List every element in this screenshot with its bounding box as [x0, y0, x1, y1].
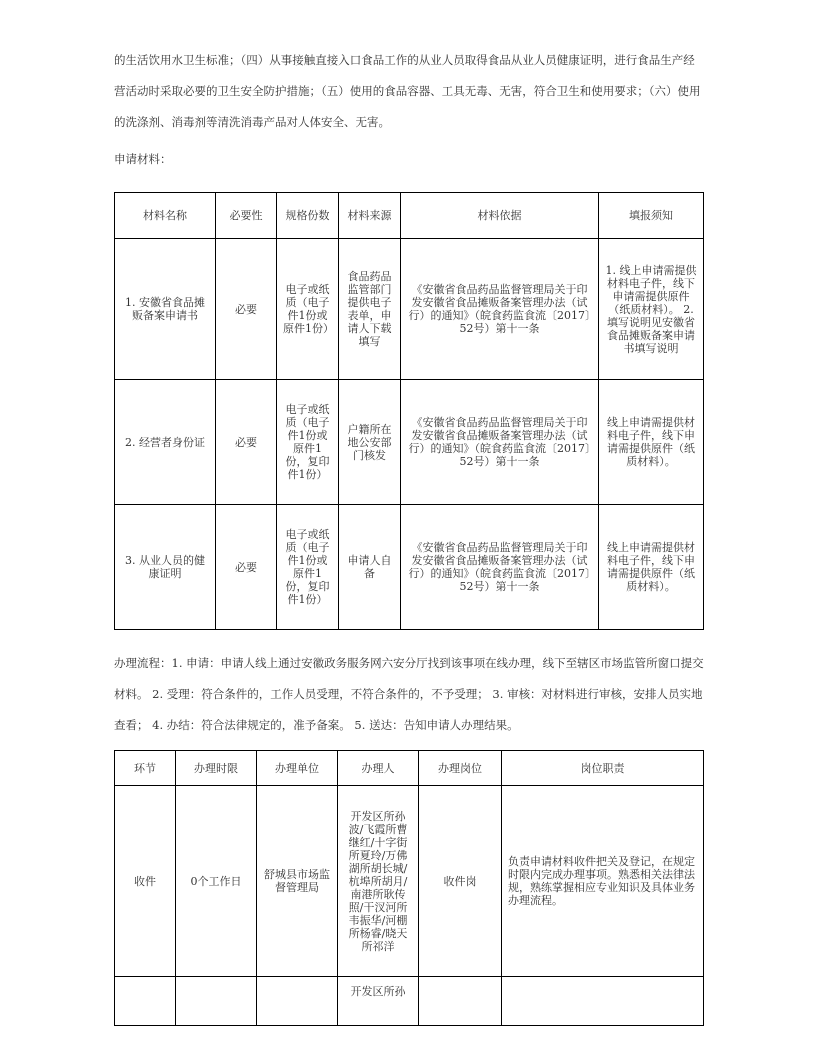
process-stage [115, 977, 176, 1026]
material-necessity: 必要 [216, 380, 277, 505]
table-row [115, 977, 704, 1026]
materials-table [114, 192, 704, 630]
material-necessity: 必要 [216, 505, 277, 630]
process-duty [502, 977, 704, 1026]
process-post: 收件岗 [419, 786, 502, 977]
process-duty: 负责申请材料收件把关及登记，在规定时限内完成办理事项。熟悉相关法律法规，熟练掌握相应专业知识及具体业务办理流程。 [502, 786, 704, 977]
process-stage: 收件 [115, 786, 176, 977]
material-basis: 《安徽省食品药品监督管理局关于印发安徽省食品摊贩备案管理办法（试行）的通知》（皖食药监食流〔2017〕52号）第十一条 [401, 505, 599, 630]
material-name: 2. 经营者身份证 [115, 380, 216, 505]
table-row [115, 786, 704, 977]
header-handler: 办理人 [338, 751, 419, 786]
process-post [419, 977, 502, 1026]
table-row [115, 239, 704, 380]
material-basis: 《安徽省食品药品监督管理局关于印发安徽省食品摊贩备案管理办法（试行）的通知》（皖食药监食流〔2017〕52号）第十一条 [401, 380, 599, 505]
process-unit [257, 977, 338, 1026]
material-spec: 电子或纸质（电子件1份或原件1份，复印件1份） [277, 380, 339, 505]
header-unit: 办理单位 [257, 751, 338, 786]
material-notes: 线上申请需提供材料电子件，线下申请需提供原件（纸质材料）。 [599, 505, 704, 630]
header-source: 材料来源 [339, 193, 401, 239]
material-name: 1. 安徽省食品摊贩备案申请书 [115, 239, 216, 380]
process-handler: 开发区所孙波/飞霞所曹继红/十字街所夏玲/万佛湖所胡长城/杭埠所胡月/南港所耿传照/干汊河所韦振华/河棚所杨睿/晓天所祁洋 [338, 786, 419, 977]
material-source: 户籍所在地公安部门核发 [339, 380, 401, 505]
header-notes: 填报须知 [599, 193, 704, 239]
material-source: 申请人自备 [339, 505, 401, 630]
table-row [115, 380, 704, 505]
materials-heading: 申请材料： [114, 152, 172, 166]
header-post: 办理岗位 [419, 751, 502, 786]
header-necessity: 必要性 [216, 193, 277, 239]
process-table [114, 750, 704, 1026]
process-unit: 舒城县市场监督管理局 [257, 786, 338, 977]
material-notes: 1. 线上申请需提供材料电子件，线下申请需提供原件（纸质材料）。 2. 填写说明见安徽省食品摊贩备案申请书填写说明 [599, 239, 704, 380]
process-time-limit [176, 977, 257, 1026]
table-row [115, 505, 704, 630]
header-basis: 材料依据 [401, 193, 599, 239]
header-stage: 环节 [115, 751, 176, 786]
material-spec: 电子或纸质（电子件1份或原件1份，复印件1份） [277, 505, 339, 630]
process-time-limit: 0个工作日 [176, 786, 257, 977]
header-duty: 岗位职责 [502, 751, 704, 786]
header-spec: 规格份数 [277, 193, 339, 239]
material-basis: 《安徽省食品药品监督管理局关于印发安徽省食品摊贩备案管理办法（试行）的通知》（皖食药监食流〔2017〕52号）第十一条 [401, 239, 599, 380]
header-material-name: 材料名称 [115, 193, 216, 239]
material-spec: 电子或纸质（电子件1份或原件1份） [277, 239, 339, 380]
material-source: 食品药品监管部门提供电子表单，申请人下载填写 [339, 239, 401, 380]
material-notes: 线上申请需提供材料电子件，线下申请需提供原件（纸质材料）。 [599, 380, 704, 505]
process-handler: 开发区所孙 [338, 977, 419, 1026]
intro-paragraph: 的生活饮用水卫生标准；（四）从事接触直接入口食品工作的从业人员取得食品从业人员健康证明，进行食品生产经营活动时采取必要的卫生安全防护措施；（五）使用的食品容器、工具无毒、无害，符合卫生和使用要求；（六）使用的洗涤剂、消毒剂等清洗消毒产品对人体安全、无害。 [114, 53, 701, 129]
material-name: 3. 从业人员的健康证明 [115, 505, 216, 630]
process-paragraph: 办理流程：1. 申请：申请人线上通过安徽政务服务网六安分厅找到该事项在线办理，线下至辖区市场监管所窗口提交材料。 2. 受理：符合条件的，工作人员受理，不符合条件的，不予受理； 3. 审核：对材料进行审核，安排人员实地查看； 4. 办结：符合法律规定的，准予备案。 5. 送达：告知申请人办理结果。 [114, 656, 704, 732]
material-necessity: 必要 [216, 239, 277, 380]
header-time-limit: 办理时限 [176, 751, 257, 786]
